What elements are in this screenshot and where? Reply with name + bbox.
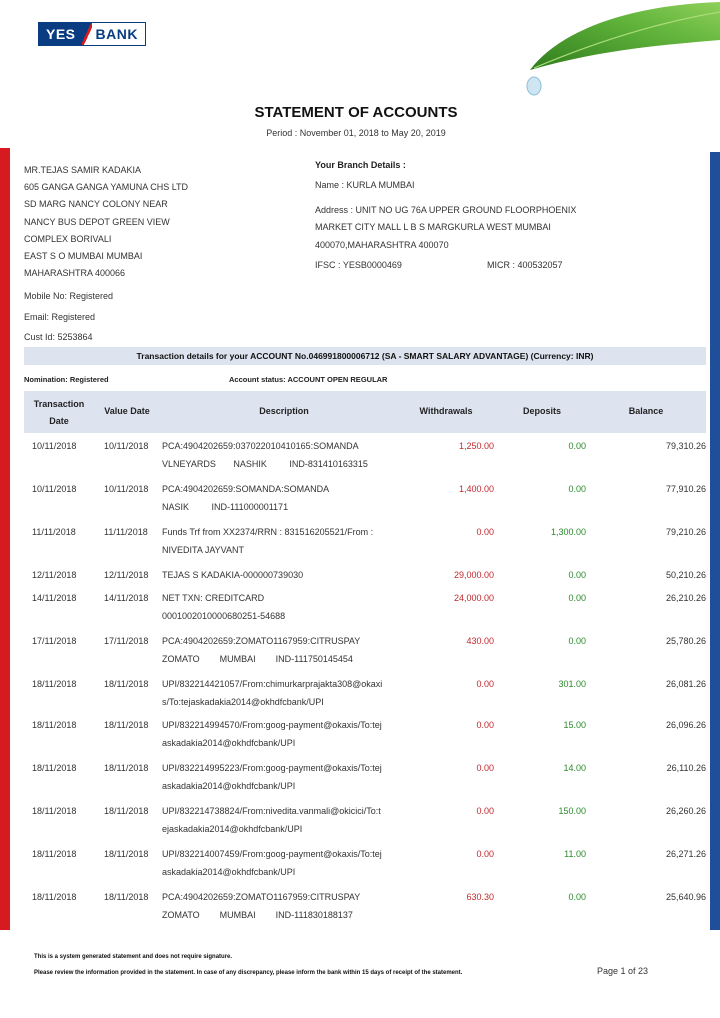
cell-deposit: 1,300.00	[550, 527, 586, 537]
statement-period: Period : November 01, 2018 to May 20, 2019	[266, 128, 446, 138]
cell-value-date: 18/11/2018	[104, 763, 149, 773]
cell-transaction-date: 18/11/2018	[32, 763, 77, 773]
cell-deposit: 11.00	[564, 849, 586, 859]
cell-description: PCA:4904202659:ZOMATO1167959:CITRUSPAY ZOMATO MUMBAI IND-111750145454	[162, 636, 361, 664]
cell-withdrawal: 0.00	[476, 679, 494, 689]
table-row	[24, 712, 706, 755]
cell-value-date: 18/11/2018	[104, 892, 149, 902]
cell-description: PCA:4904202659:037022010410165:SOMANDA VLNEYARDS NASHIK IND-831410163315	[162, 441, 368, 469]
col-value-date: Value Date	[104, 406, 150, 416]
cell-balance: 26,210.26	[665, 593, 706, 603]
cell-description: UPI/832214994570/From:goog-payment@okaxis/To:tej askadakia2014@okhdfcbank/UPI	[162, 720, 382, 748]
cell-withdrawal: 1,250.00	[458, 441, 494, 451]
cell-balance: 26,096.26	[665, 720, 706, 730]
branch-details	[315, 160, 576, 270]
cell-description: PCA:4904202659:SOMANDA:SOMANDA NASIK IND-111000001171	[162, 484, 330, 512]
table-row	[24, 562, 706, 585]
cell-withdrawal: 0.00	[476, 763, 494, 773]
cell-balance: 26,260.26	[665, 806, 706, 816]
cell-transaction-date: 18/11/2018	[32, 892, 77, 902]
cell-description: UPI/832214007459/From:goog-payment@okaxis/To:tej askadakia2014@okhdfcbank/UPI	[162, 849, 382, 877]
customer-address-line: COMPLEX BORIVALI	[24, 233, 112, 244]
cell-balance: 25,640.96	[665, 892, 706, 902]
cell-transaction-date: 12/11/2018	[32, 570, 77, 580]
cell-withdrawal: 0.00	[476, 720, 494, 730]
customer-address-line: MAHARASHTRA 400066	[24, 268, 126, 279]
cell-value-date: 18/11/2018	[104, 806, 149, 816]
col-withdrawals: Withdrawals	[419, 406, 473, 416]
cell-value-date: 14/11/2018	[104, 593, 149, 603]
cell-transaction-date: 18/11/2018	[32, 720, 77, 730]
cell-balance: 26,081.26	[665, 679, 706, 689]
branch-address-line: MARKET CITY MALL L B S MARGKURLA WEST MUMBAI	[315, 222, 551, 232]
cell-deposit: 0.00	[568, 484, 586, 494]
cell-value-date: 18/11/2018	[104, 720, 149, 730]
cell-description: UPI/832214995223/From:goog-payment@okaxis/To:tej askadakia2014@okhdfcbank/UPI	[162, 763, 382, 791]
page-number: Page 1 of 23	[597, 966, 649, 976]
table-header	[24, 391, 706, 433]
table-row	[24, 628, 706, 671]
cell-value-date: 18/11/2018	[104, 679, 149, 689]
cell-transaction-date: 18/11/2018	[32, 806, 77, 816]
yes-bank-logo	[38, 22, 146, 46]
cell-balance: 50,210.26	[665, 570, 706, 580]
branch-address-line: 400070,MAHARASHTRA 400070	[315, 239, 449, 250]
leaf-icon	[490, 0, 720, 100]
cell-deposit: 0.00	[568, 593, 586, 603]
cell-transaction-date: 17/11/2018	[32, 636, 77, 646]
cell-balance: 25,780.26	[665, 636, 706, 646]
cell-description: UPI/832214421057/From:chimurkarprajakta308@okaxi s/To:tejaskadakia2014@okhdfcbank/UPI	[162, 679, 383, 707]
cell-transaction-date: 11/11/2018	[32, 527, 76, 537]
cell-deposit: 0.00	[568, 892, 586, 902]
cell-withdrawal: 430.00	[466, 636, 494, 646]
cell-value-date: 10/11/2018	[104, 484, 149, 494]
customer-id: Cust Id: 5253864	[24, 332, 93, 343]
customer-address-line: NANCY BUS DEPOT GREEN VIEW	[24, 216, 170, 227]
cell-withdrawal: 29,000.00	[453, 570, 494, 580]
col-description: Description	[259, 406, 309, 416]
table-row	[24, 476, 706, 519]
customer-address-line: 605 GANGA GANGA YAMUNA CHS LTD	[24, 182, 189, 193]
cell-value-date: 12/11/2018	[104, 570, 149, 580]
logo-bank-text: BANK	[92, 23, 145, 45]
table-row	[24, 884, 706, 927]
cell-withdrawal: 24,000.00	[453, 593, 494, 603]
col-deposits: Deposits	[522, 406, 561, 416]
cell-transaction-date: 10/11/2018	[32, 441, 77, 451]
account-status: Account status: ACCOUNT OPEN REGULAR	[229, 375, 388, 384]
branch-heading: Your Branch Details :	[315, 160, 406, 170]
cell-deposit: 150.00	[558, 806, 586, 816]
cell-deposit: 0.00	[568, 636, 586, 646]
cell-description: NET TXN: CREDITCARD 0001002010000680251-54688	[162, 593, 286, 621]
cell-description: Funds Trf from XX2374/RRN : 831516205521/From : NIVEDITA JAYVANT	[162, 527, 374, 555]
cell-description: PCA:4904202659:ZOMATO1167959:CITRUSPAY ZOMATO MUMBAI IND-111830188137	[162, 892, 361, 920]
left-red-accent-bar	[0, 148, 10, 930]
cell-withdrawal: 1,400.00	[458, 484, 494, 494]
cell-deposit: 301.00	[558, 679, 586, 689]
cell-description: UPI/832214738824/From:nivedita.vanmali@okicici/To:t ejaskadakia2014@okhdfcbank/UPI	[162, 806, 381, 834]
cell-withdrawal: 0.00	[476, 806, 494, 816]
cell-transaction-date: 10/11/2018	[32, 484, 77, 494]
cell-withdrawal: 0.00	[476, 849, 494, 859]
customer-address-line: SD MARG NANCY COLONY NEAR	[24, 199, 168, 210]
table-row	[24, 671, 706, 712]
branch-ifsc: IFSC : YESB0000469	[315, 260, 402, 270]
cell-value-date: 17/11/2018	[104, 636, 149, 646]
cell-balance: 79,210.26	[665, 527, 706, 537]
logo-yes-text: YES	[39, 23, 82, 45]
customer-details	[24, 162, 188, 348]
table-row	[24, 519, 706, 562]
branch-name: Name : KURLA MUMBAI	[315, 180, 415, 190]
cell-value-date: 10/11/2018	[104, 441, 149, 451]
col-transaction-date: Transaction Date	[33, 399, 85, 426]
table-row	[24, 798, 706, 841]
table-row	[24, 755, 706, 798]
branch-micr: MICR : 400532057	[487, 260, 563, 270]
footer-system-note: This is a system generated statement and does not require signature.	[34, 954, 233, 960]
customer-address-line: EAST S O MUMBAI MUMBAI	[24, 251, 143, 262]
customer-mobile: Mobile No: Registered	[24, 291, 114, 302]
customer-address-line: MR.TEJAS SAMIR KADAKIA	[24, 165, 142, 175]
nomination-status: Nomination: Registered	[24, 375, 109, 384]
cell-withdrawal: 630.30	[466, 892, 494, 902]
table-row	[24, 585, 706, 628]
footer-review-note: Please review the information provided in the statement. In case of any discrepancy, please inform the bank within 15 days of receipt of the statement.	[34, 970, 463, 976]
statement-title: STATEMENT OF ACCOUNTS	[254, 104, 458, 121]
cell-description: TEJAS S KADAKIA-000000739030	[162, 570, 304, 580]
cell-value-date: 11/11/2018	[104, 527, 148, 537]
cell-balance: 79,310.26	[665, 441, 706, 451]
col-balance: Balance	[628, 406, 664, 416]
logo-slash-icon	[82, 23, 92, 45]
cell-balance: 77,910.26	[665, 484, 706, 494]
cell-deposit: 0.00	[568, 570, 586, 580]
transaction-rows	[24, 433, 706, 927]
table-row	[24, 841, 706, 884]
cell-transaction-date: 14/11/2018	[32, 593, 77, 603]
cell-deposit: 0.00	[568, 441, 586, 451]
cell-transaction-date: 18/11/2018	[32, 679, 77, 689]
cell-transaction-date: 18/11/2018	[32, 849, 77, 859]
customer-email: Email: Registered	[24, 311, 96, 322]
cell-deposit: 14.00	[563, 763, 586, 773]
cell-deposit: 15.00	[563, 720, 586, 730]
branch-address-line: Address : UNIT NO UG 76A UPPER GROUND FLOORPHOENIX	[315, 204, 577, 215]
cell-balance: 26,110.26	[666, 763, 706, 773]
cell-balance: 26,271.26	[665, 849, 706, 859]
cell-withdrawal: 0.00	[476, 527, 494, 537]
right-blue-accent-bar	[710, 152, 720, 930]
transaction-banner: Transaction details for your ACCOUNT No.046991800006712 (SA - SMART SALARY ADVANTAGE) (Currency: INR)	[24, 347, 706, 365]
cell-value-date: 18/11/2018	[104, 849, 149, 859]
table-row	[24, 433, 706, 476]
